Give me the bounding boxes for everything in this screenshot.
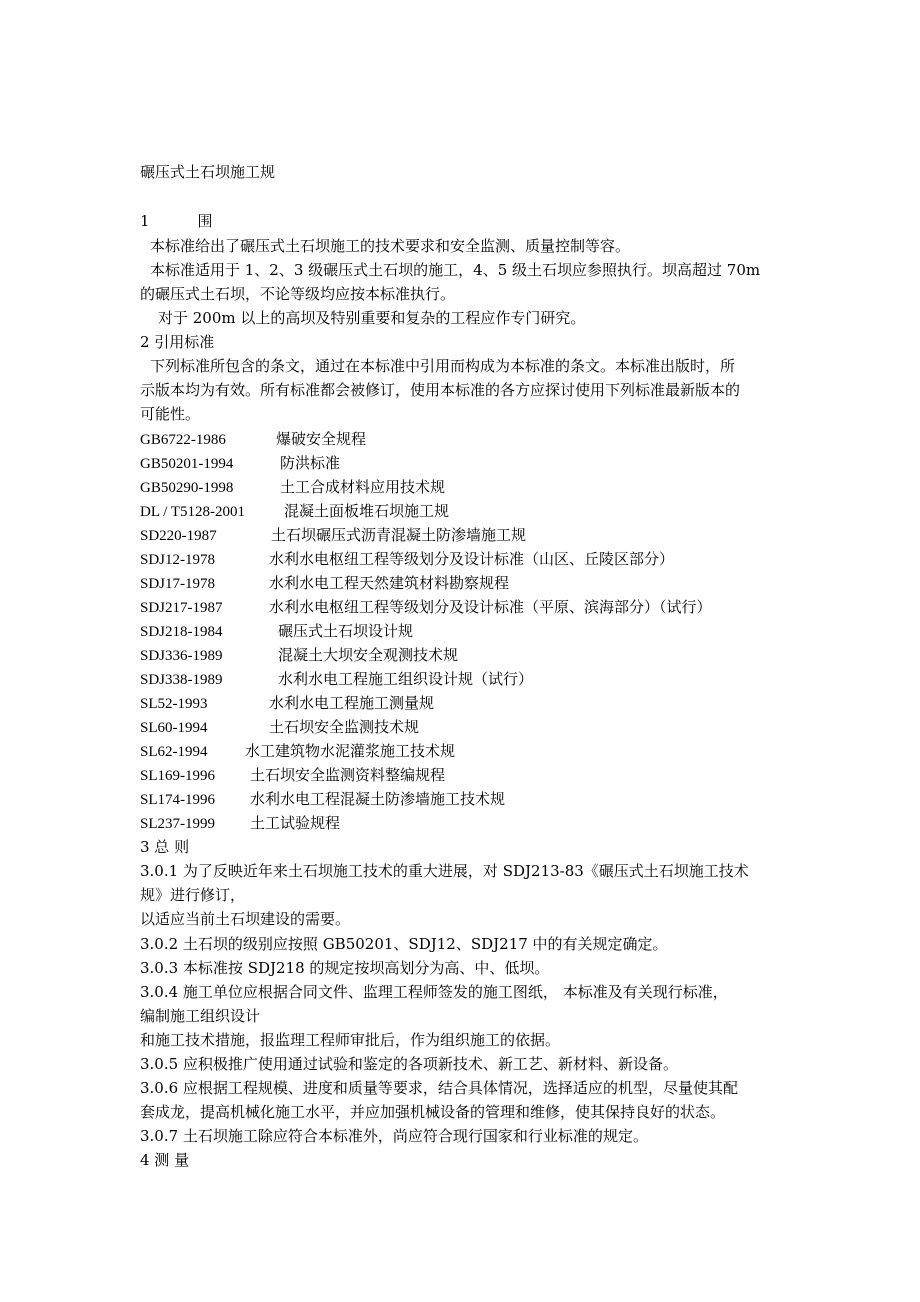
- standard-code: SL52-1993: [140, 696, 208, 712]
- standard-name: 土工合成材料应用技术规: [280, 478, 446, 496]
- standard-code: SDJ12-1978: [140, 552, 216, 568]
- standard-name: 土石坝碾压式沥青混凝土防渗墙施工规: [271, 526, 527, 544]
- standard-item: [140, 669, 534, 689]
- section-3-heading: 3 总 则: [140, 838, 190, 856]
- standard-item: [140, 693, 435, 713]
- standard-name: 爆破安全规程: [276, 430, 367, 448]
- section-1-number: 1: [140, 212, 150, 230]
- standard-item: [140, 597, 712, 617]
- clause-3-0-6a: 3.0.6 应根据工程规模、进度和质量等要求，结合具体情况，选择适应的机型，尽量使其配: [140, 1079, 738, 1097]
- standard-item: [140, 453, 341, 473]
- standard-item: [140, 789, 506, 809]
- standard-name: 水利水电工程施工组织设计规（试行）: [278, 670, 534, 688]
- standard-name: 土石坝安全监测资料整编规程: [250, 766, 446, 784]
- standard-code: SL237-1999: [140, 816, 215, 832]
- standard-name: 水利水电枢纽工程等级划分及设计标准（山区、丘陵区部分）: [269, 550, 675, 568]
- standard-code: SL60-1994: [140, 720, 208, 736]
- standard-code: GB6722-1986: [140, 432, 226, 448]
- standard-code: SD220-1987: [140, 528, 217, 544]
- section-2-para-c: 可能性。: [140, 405, 201, 423]
- clause-3-0-6b: 套成龙，提高机械化施工水平，并应加强机械设备的管理和维修，使其保持良好的状态。: [140, 1103, 726, 1121]
- clause-3-0-7: 3.0.7 土石坝施工除应符合本标准外，尚应符合现行国家和行业标准的规定。: [140, 1127, 648, 1145]
- clause-3-0-4c: 和施工技术措施，报监理工程师审批后，作为组织施工的依据。: [140, 1031, 561, 1049]
- section-1-para-3: 对于 200m 以上的高坝及特别重要和复杂的工程应作专门研究。: [158, 309, 586, 327]
- standard-code: SDJ217-1987: [140, 600, 223, 616]
- clause-3-0-1a: 3.0.1 为了反映近年来土石坝施工技术的重大进展，对 SDJ213-83《碾压式土石坝施工技术: [140, 862, 749, 880]
- section-4-heading: 4 测 量: [140, 1151, 190, 1169]
- standard-name: 水利水电工程施工测量规: [269, 694, 435, 712]
- section-1-para-2a: 本标准适用于 1、2、3 级碾压式土石坝的施工，4、5 级土石坝应参照执行。坝高超过 70m: [150, 261, 761, 279]
- document-title: 碾压式土石坝施工规: [140, 163, 276, 181]
- standard-item: [140, 741, 456, 761]
- standard-code: DL / T5128-2001: [140, 504, 245, 520]
- standard-code: GB50201-1994: [140, 456, 234, 472]
- standard-item: [140, 813, 341, 833]
- standard-item: [140, 621, 414, 641]
- standard-item: [140, 549, 675, 569]
- standard-item: [140, 717, 420, 737]
- standard-name: 水利水电枢纽工程等级划分及设计标准（平原、滨海部分）（试行）: [269, 598, 712, 616]
- standard-name: 水工建筑物水泥灌浆施工技术规: [245, 742, 456, 760]
- clause-3-0-4a: 3.0.4 施工单位应根据合同文件、监理工程师签发的施工图纸， 本标准及有关现行标准，: [140, 983, 728, 1001]
- standard-name: 碾压式土石坝设计规: [278, 622, 414, 640]
- standard-name: 土石坝安全监测技术规: [269, 718, 420, 736]
- section-2-para-b: 示版本均为有效。所有标准都会被修订，使用本标准的各方应探讨使用下列标准最新版本的: [140, 381, 741, 399]
- standard-code: SDJ17-1978: [140, 576, 216, 592]
- standard-item: [140, 573, 510, 593]
- standard-item: [140, 429, 367, 449]
- clause-3-0-1b: 规》进行修订，: [140, 886, 246, 904]
- section-1-para-2b: 的碾压式土石坝，不论等级均应按本标准执行。: [140, 285, 456, 303]
- standard-name: 混凝土大坝安全观测技术规: [278, 646, 459, 664]
- standard-code: SDJ218-1984: [140, 624, 223, 640]
- clause-3-0-3: 3.0.3 本标准按 SDJ218 的规定按坝高划分为高、中、低坝。: [140, 959, 550, 977]
- clause-3-0-2: 3.0.2 土石坝的级别应按照 GB50201、SDJ12、SDJ217 中的有关规定确定。: [140, 935, 668, 953]
- standard-item: [140, 645, 459, 665]
- standard-code: SDJ336-1989: [140, 648, 223, 664]
- standard-name: 防洪标准: [280, 454, 341, 472]
- standard-code: SL174-1996: [140, 792, 215, 808]
- standard-item: [140, 477, 446, 497]
- standard-item: [140, 525, 527, 545]
- standard-code: SDJ338-1989: [140, 672, 223, 688]
- standard-name: 土工试验规程: [250, 814, 341, 832]
- clause-3-0-5: 3.0.5 应积极推广使用通过试验和鉴定的各项新技术、新工艺、新材料、新设备。: [140, 1055, 678, 1073]
- section-2-heading: 2 引用标准: [140, 333, 215, 351]
- standard-item: [140, 765, 446, 785]
- standard-code: SL169-1996: [140, 768, 215, 784]
- clause-3-0-4b: 编制施工组织设计: [140, 1007, 261, 1025]
- standard-code: GB50290-1998: [140, 480, 234, 496]
- section-1-title: 围: [197, 212, 213, 230]
- section-2-para-a: 下列标准所包含的条文，通过在本标准中引用而构成为本标准的条文。本标准出版时，所: [150, 357, 736, 375]
- standard-code: SL62-1994: [140, 744, 208, 760]
- clause-3-0-1c: 以适应当前土石坝建设的需要。: [140, 910, 351, 928]
- section-1-heading: [140, 211, 213, 231]
- standard-name: 水利水电工程混凝土防渗墙施工技术规: [250, 790, 506, 808]
- section-1-para-1: 本标准给出了碾压式土石坝施工的技术要求和安全监测、质量控制等容。: [150, 237, 631, 255]
- standard-name: 混凝土面板堆石坝施工规: [284, 502, 450, 520]
- standard-item: [140, 501, 450, 521]
- standard-name: 水利水电工程天然建筑材料勘察规程: [269, 574, 510, 592]
